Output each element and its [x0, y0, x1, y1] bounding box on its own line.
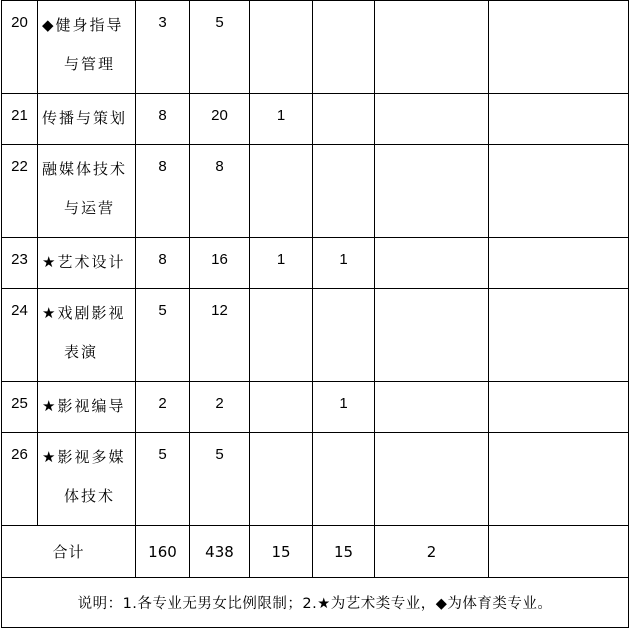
count-cell-6: [489, 94, 629, 145]
major-name-line1: ◆健身指导: [42, 16, 124, 34]
count-cell-1: 8: [136, 238, 190, 289]
table-row: [2, 94, 629, 145]
major-name-line1: 传播与策划: [42, 109, 128, 127]
count-cell-4: [313, 1, 375, 94]
count-cell-4: [313, 94, 375, 145]
count-cell-2: 5: [190, 1, 250, 94]
major-name-line1: 融媒体技术: [42, 160, 128, 178]
major-name-cell: [38, 433, 136, 526]
table-row: [2, 382, 629, 433]
row-number: 24: [2, 289, 38, 382]
major-name-cell: [38, 289, 136, 382]
table-row: [2, 433, 629, 526]
count-cell-6: [489, 433, 629, 526]
major-name-line1: ★影视编导: [42, 397, 126, 415]
count-cell-3: [250, 433, 313, 526]
count-cell-4: [313, 145, 375, 238]
count-cell-3: 1: [250, 238, 313, 289]
count-cell-3: [250, 289, 313, 382]
major-name-cell: [38, 238, 136, 289]
count-cell-5: [375, 145, 489, 238]
major-name-line2: 表演: [64, 343, 99, 361]
table-row: [2, 238, 629, 289]
count-cell-5: [375, 289, 489, 382]
total-cell-1: 160: [136, 526, 190, 578]
count-cell-4: 1: [313, 382, 375, 433]
count-cell-4: [313, 289, 375, 382]
count-cell-6: [489, 289, 629, 382]
count-cell-1: 5: [136, 433, 190, 526]
major-name-line1: ★艺术设计: [42, 253, 126, 271]
major-name-line1: ★影视多媒: [42, 448, 126, 466]
total-cell-6: [489, 526, 629, 578]
total-cell-2: 438: [190, 526, 250, 578]
count-cell-2: 20: [190, 94, 250, 145]
table-note: 说明：1.各专业无男女比例限制；2.★为艺术类专业，◆为体育类专业。: [2, 578, 629, 628]
count-cell-2: 16: [190, 238, 250, 289]
count-cell-6: [489, 145, 629, 238]
count-cell-5: [375, 433, 489, 526]
count-cell-5: [375, 1, 489, 94]
row-number: 25: [2, 382, 38, 433]
table-row: [2, 289, 629, 382]
total-cell-4: 15: [313, 526, 375, 578]
count-cell-6: [489, 238, 629, 289]
count-cell-6: [489, 382, 629, 433]
count-cell-2: 12: [190, 289, 250, 382]
table-row: [2, 145, 629, 238]
major-name-cell: [38, 382, 136, 433]
major-name-line2: 与运营: [64, 199, 116, 217]
row-number: 22: [2, 145, 38, 238]
count-cell-2: 2: [190, 382, 250, 433]
total-cell-3: 15: [250, 526, 313, 578]
count-cell-3: [250, 145, 313, 238]
row-number: 21: [2, 94, 38, 145]
row-number: 26: [2, 433, 38, 526]
count-cell-5: [375, 94, 489, 145]
total-cell-5: 2: [375, 526, 489, 578]
row-number: 20: [2, 1, 38, 94]
count-cell-3: [250, 382, 313, 433]
major-name-cell: [38, 145, 136, 238]
count-cell-1: 2: [136, 382, 190, 433]
count-cell-3: 1: [250, 94, 313, 145]
note-row: [2, 578, 629, 628]
count-cell-1: 8: [136, 94, 190, 145]
count-cell-3: [250, 1, 313, 94]
count-cell-5: [375, 238, 489, 289]
count-cell-1: 5: [136, 289, 190, 382]
count-cell-5: [375, 382, 489, 433]
major-name-line2: 体技术: [64, 487, 116, 505]
total-label: 合计: [2, 526, 136, 578]
major-name-line1: ★戏剧影视: [42, 304, 126, 322]
major-name-line2: 与管理: [64, 55, 116, 73]
count-cell-4: 1: [313, 238, 375, 289]
enrollment-plan-table: [1, 0, 629, 628]
count-cell-1: 8: [136, 145, 190, 238]
count-cell-4: [313, 433, 375, 526]
row-number: 23: [2, 238, 38, 289]
major-name-cell: [38, 94, 136, 145]
count-cell-2: 8: [190, 145, 250, 238]
total-row: [2, 526, 629, 578]
count-cell-2: 5: [190, 433, 250, 526]
count-cell-1: 3: [136, 1, 190, 94]
count-cell-6: [489, 1, 629, 94]
table-row: [2, 1, 629, 94]
major-name-cell: [38, 1, 136, 94]
